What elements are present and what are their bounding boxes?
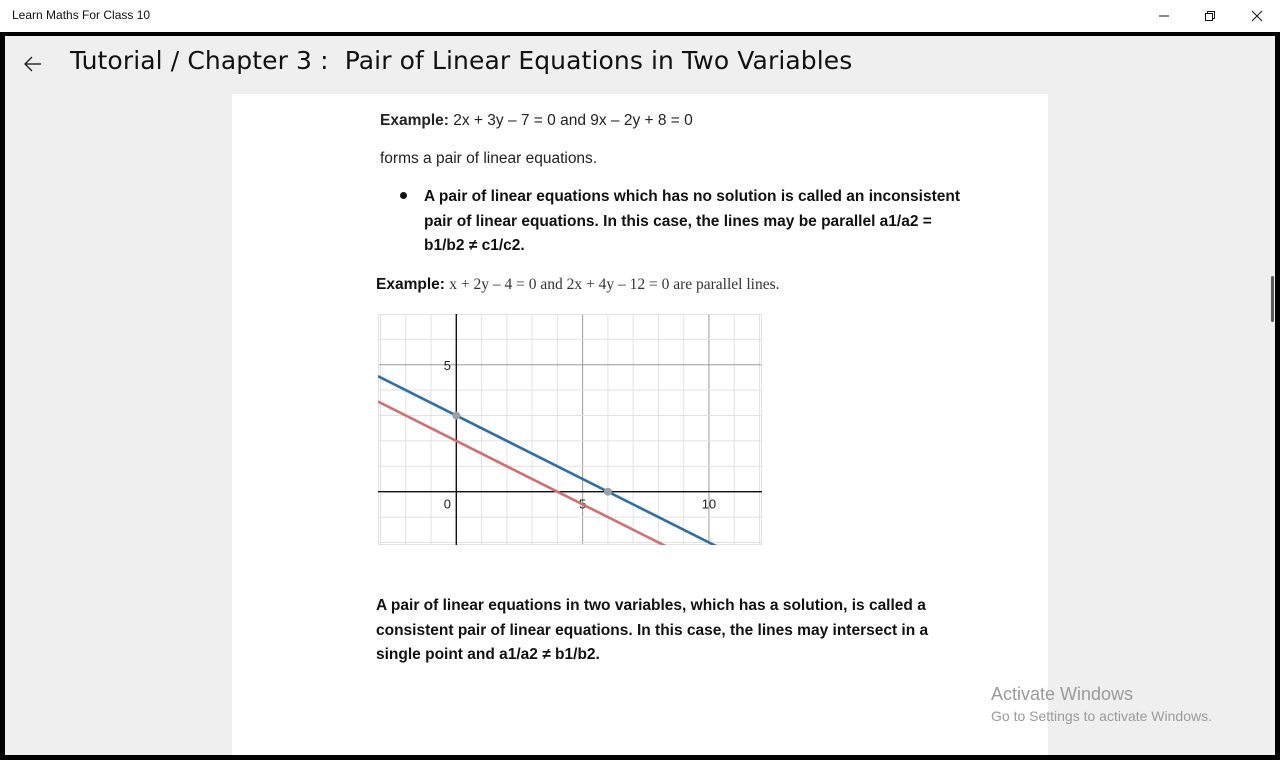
restore-icon: [1204, 10, 1216, 22]
app-frame: [0, 32, 1280, 760]
watermark-subtitle: Go to Settings to activate Windows.: [991, 708, 1212, 724]
data-point: [604, 488, 612, 496]
example-1-text: 2x + 3y – 7 = 0 and 9x – 2y + 8 = 0: [448, 112, 693, 129]
scrollbar-thumb[interactable]: [1271, 276, 1274, 322]
example-1: [380, 112, 693, 130]
close-icon: [1251, 10, 1263, 22]
title-bar: [0, 0, 1280, 32]
restore-button[interactable]: [1187, 0, 1233, 32]
example-2: [376, 276, 780, 294]
activate-windows-watermark: [991, 684, 1212, 724]
minimize-icon: [1158, 10, 1170, 22]
bullet-dot-icon: [400, 192, 407, 199]
x-tick-label: 5: [579, 496, 587, 512]
app-title: Learn Maths For Class 10: [12, 8, 151, 22]
series-line: [378, 376, 762, 545]
parallel-lines-graph: [378, 314, 762, 545]
x-tick-label: 0: [443, 496, 451, 512]
app-surface: [5, 36, 1275, 755]
example-1-label: Example:: [380, 112, 449, 129]
y-tick-label: 5: [443, 357, 451, 373]
consistent-paragraph: A pair of linear equations in two variables, which has a solution, is called a consistent pair of linear equations. In this case, the lines may intersect in a single point and a1/a2 ≠ b1/b2.: [376, 597, 929, 663]
watermark-title: Activate Windows: [991, 684, 1134, 704]
back-button[interactable]: [13, 48, 53, 80]
x-tick-label: 10: [701, 496, 717, 512]
graph-svg: [378, 314, 762, 545]
example-2-label: Example:: [376, 276, 445, 293]
data-point: [452, 412, 460, 420]
page-title: Tutorial / Chapter 3 : Pair of Linear Equations in Two Variables: [70, 46, 853, 75]
bullet-text: A pair of linear equations which has no solution is called an inconsistent pair of linear equations. In this case, the lines may be parallel a1/a2 = b1/b2 ≠ c1/c2.: [424, 188, 960, 254]
forms-line: forms a pair of linear equations.: [380, 150, 598, 167]
back-arrow-icon: [23, 56, 43, 72]
example-2-text: x + 2y – 4 = 0 and 2x + 4y – 12 = 0 are parallel lines.: [449, 276, 780, 293]
close-button[interactable]: [1234, 0, 1280, 32]
content-card[interactable]: [232, 94, 1048, 755]
minimize-button[interactable]: [1141, 0, 1187, 32]
